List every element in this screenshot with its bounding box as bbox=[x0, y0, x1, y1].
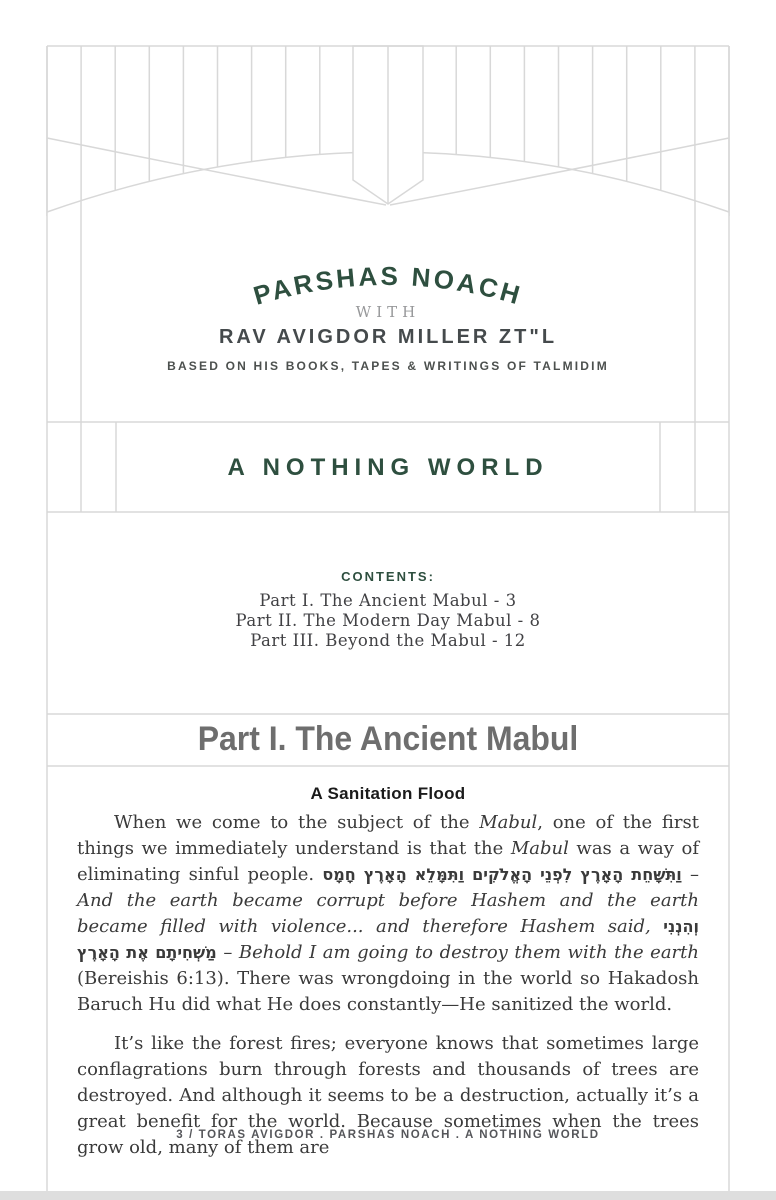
author-name: RAV AVIGDOR MILLER ZT"L bbox=[218, 326, 558, 348]
page-footer: 3 / TORAS AVIGDOR . PARSHAS NOACH . A NOTHING WORLD bbox=[176, 1129, 600, 1141]
series-title: PARSHAS NOACH bbox=[250, 260, 526, 311]
issue-title: A NOTHING WORLD bbox=[227, 454, 549, 481]
contents-item: Part I. The Ancient Mabul - 3 bbox=[259, 591, 517, 610]
section-subtitle: A Sanitation Flood bbox=[310, 784, 466, 803]
body-paragraph: It’s like the forest fires; everyone knows that sometimes large conflagrations burn through forests and thousands of trees are destroyed. And although it seems to be a destruction, actually it’s a great benefit for the world. Because sometimes when the trees grow old, many of them are bbox=[77, 1033, 699, 1158]
contents-heading: CONTENTS: bbox=[341, 569, 435, 584]
contents-list bbox=[0, 591, 776, 651]
body-text bbox=[77, 810, 699, 1161]
contents-item: Part II. The Modern Day Mabul - 8 bbox=[235, 611, 541, 630]
with-label: WITH bbox=[355, 303, 421, 321]
bottom-edge-strip bbox=[0, 1191, 776, 1200]
series-title-arc bbox=[0, 0, 776, 340]
body-paragraph: When we come to the subject of the Mabul, one of the first things we immediately understand is that the Mabul was a way of eliminating sinful people. וַתִּשָּׁחֵת הָאָרֶץ לִפְנֵי הָאֱלֹקִים וַתִּמָּלֵא הָאָרֶץ חָמָס – And the earth became corrupt before Hashem and the earth became filled with violence... and therefore Hashem said, וְהִנְנִי מַשְׁחִיתָם אֶת הָאָרֶץ – Behold I am going to destroy them with the earth (Bereishis 6:13). There was wrongdoing in the world so Hakadosh Baruch Hu did what He does constantly—He sanitized the world. bbox=[77, 812, 699, 1015]
tagline: BASED ON HIS BOOKS, TAPES & WRITINGS OF TALMIDIM bbox=[167, 359, 609, 373]
section-title: Part I. The Ancient Mabul bbox=[197, 720, 579, 758]
contents-item: Part III. Beyond the Mabul - 12 bbox=[250, 631, 526, 650]
